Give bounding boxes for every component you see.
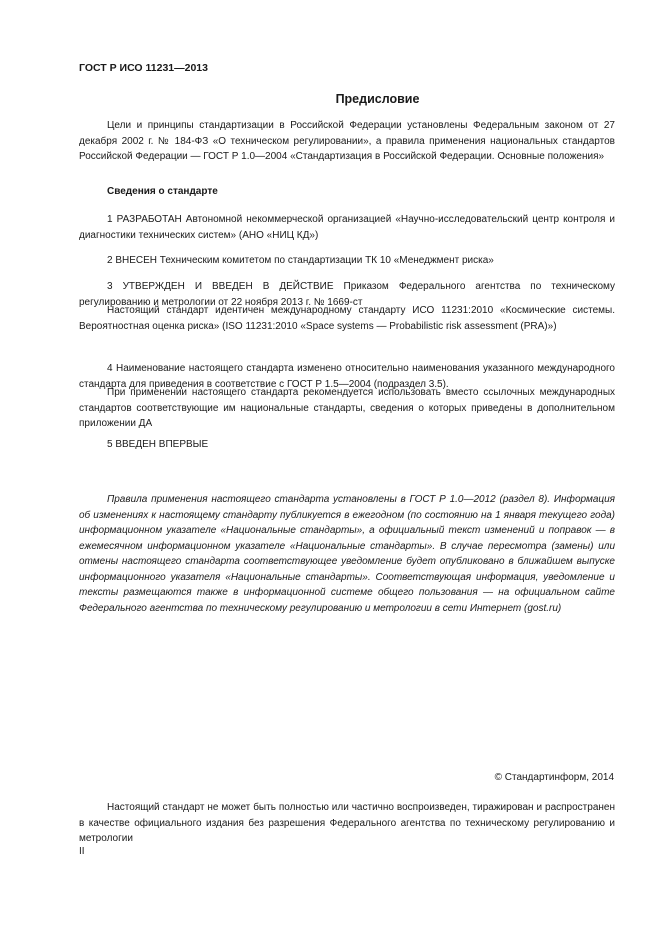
item-4: 4 Наименование настоящего стандарта изменено относительно наименования указанного международного стандарта для приведения в соответствие с ГОСТ Р 1.5—2004 (подраздел 3.5). xyxy=(79,363,615,390)
page-number: II xyxy=(79,846,85,857)
copyright: © Стандартинформ, 2014 xyxy=(494,772,614,783)
page-title: Предисловие xyxy=(335,92,420,106)
item-4-note: При применении настоящего стандарта рекомендуется использовать вместо ссылочных международных стандартов соответствующие им национальные стандарты, сведения о которых приведены в дополнительном приложении ДА xyxy=(79,387,615,429)
reproduction-notice: Настоящий стандарт не может быть полностью или частично воспроизведен, тиражирован и распространен в качестве официального издания без разрешения Федерального агентства по техническому регулированию и метрологии xyxy=(79,802,615,844)
intro-paragraph: Цели и принципы стандартизации в Российской Федерации установлены Федеральным законом от 27 декабря 2002 г. № 184-ФЗ «О техническом регулировании», а правила применения национальных стандартов Российской Федерации — ГОСТ Р 1.0—2004 «Стандартизация в Российской Федерации. Основные положения» xyxy=(79,120,615,162)
rules-note: Правила применения настоящего стандарта установлены в ГОСТ Р 1.0—2012 (раздел 8). Информация об изменениях к настоящему стандарту публикуется в ежегодном (по состоянию на 1 января текущего года) информационном указателе «Национальные стандарты», а официальный текст изменений и поправок — в ежемесячном информационном указателе «Национальные стандарты». В случае пересмотра (замены) или отмены настоящего стандарта соответствующее уведомление будет опубликовано в ближайшем выпуске информационного указателя «Национальные стандарты». Соответствующая информация, уведомление и тексты размещаются также в информационной системе общего пользования — на официальном сайте Федерального агентства по техническому регулированию и метрологии в сети Интернет (gost.ru) xyxy=(79,494,615,614)
item-5: 5 ВВЕДЕН ВПЕРВЫЕ xyxy=(107,439,209,450)
info-heading: Сведения о стандарте xyxy=(107,186,218,197)
item-2: 2 ВНЕСЕН Техническим комитетом по стандартизации ТК 10 «Менеджмент риска» xyxy=(107,255,494,266)
document-header: ГОСТ Р ИСО 11231—2013 xyxy=(79,62,208,74)
item-3-identity: Настоящий стандарт идентичен международному стандарту ИСО 11231:2010 «Космические системы. Вероятностная оценка риска» (ISO 11231:2010 «Space systems — Probabilistic risk assessment (PRA)») xyxy=(79,305,615,332)
item-1: 1 РАЗРАБОТАН Автономной некоммерческой организацией «Научно-исследовательский центр контроля и диагностики технических систем» (АНО «НИЦ КД») xyxy=(79,214,615,241)
item-3: 3 УТВЕРЖДЕН И ВВЕДЕН В ДЕЙСТВИЕ Приказом Федерального агентства по техническому регулированию и метрологии от 22 ноября 2013 г. № 1669-ст xyxy=(79,281,615,308)
